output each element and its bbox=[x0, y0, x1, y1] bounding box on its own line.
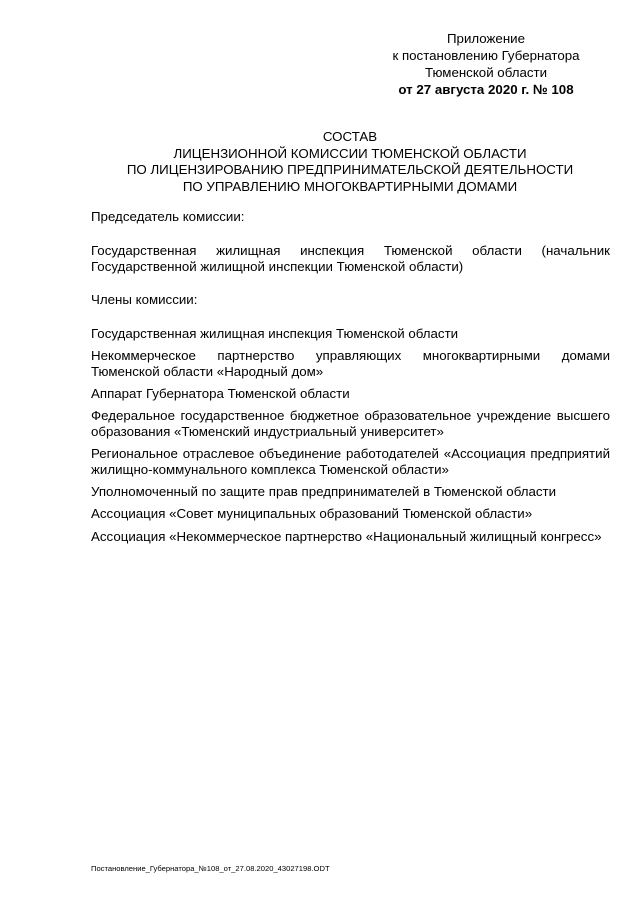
appendix-reference: к постановлению Губернатора bbox=[392, 48, 580, 63]
member-item: Региональное отраслевое объединение работодателей «Ассоциация предприятий жилищно-коммунального комплекса Тюменской области» bbox=[91, 446, 610, 477]
chairman-heading: Председатель комиссии: bbox=[91, 209, 245, 224]
appendix-block bbox=[360, 30, 612, 98]
chairman-entry: Государственная жилищная инспекция Тюменской области (начальник Государственной жилищной инспекции Тюменской области) bbox=[91, 243, 610, 274]
member-item: Уполномоченный по защите прав предпринимателей в Тюменской области bbox=[91, 484, 557, 499]
title-line-3: ПО ЛИЦЕНЗИРОВАНИЮ ПРЕДПРИНИМАТЕЛЬСКОЙ ДЕЯТЕЛЬНОСТИ bbox=[126, 162, 574, 177]
document-title bbox=[90, 129, 610, 195]
member-item: Ассоциация «Некоммерческое партнерство «Национальный жилищный конгресс» bbox=[91, 529, 602, 544]
title-line-2: ЛИЦЕНЗИОННОЙ КОМИССИИ ТЮМЕНСКОЙ ОБЛАСТИ bbox=[173, 145, 527, 161]
title-line-1: СОСТАВ bbox=[322, 129, 378, 144]
member-item: Федеральное государственное бюджетное образовательное учреждение высшего образования «Тюменский индустриальный университет» bbox=[91, 408, 610, 439]
members-heading: Члены комиссии: bbox=[91, 292, 198, 307]
appendix-label: Приложение bbox=[447, 31, 525, 46]
member-item: Аппарат Губернатора Тюменской области bbox=[91, 386, 350, 401]
member-item: Некоммерческое партнерство управляющих многоквартирными домами Тюменской области «Народный дом» bbox=[91, 348, 610, 379]
footer-filename: Постановление_Губернатора_№108_от_27.08.2020_43027198.ODT bbox=[91, 864, 330, 873]
member-item: Государственная жилищная инспекция Тюменской области bbox=[91, 326, 459, 341]
title-line-4: ПО УПРАВЛЕНИЮ МНОГОКВАРТИРНЫМИ ДОМАМИ bbox=[182, 178, 518, 194]
member-item: Ассоциация «Совет муниципальных образований Тюменской области» bbox=[91, 506, 533, 521]
appendix-region: Тюменской области bbox=[424, 65, 548, 80]
appendix-date-number: от 27 августа 2020 г. № 108 bbox=[398, 82, 574, 97]
